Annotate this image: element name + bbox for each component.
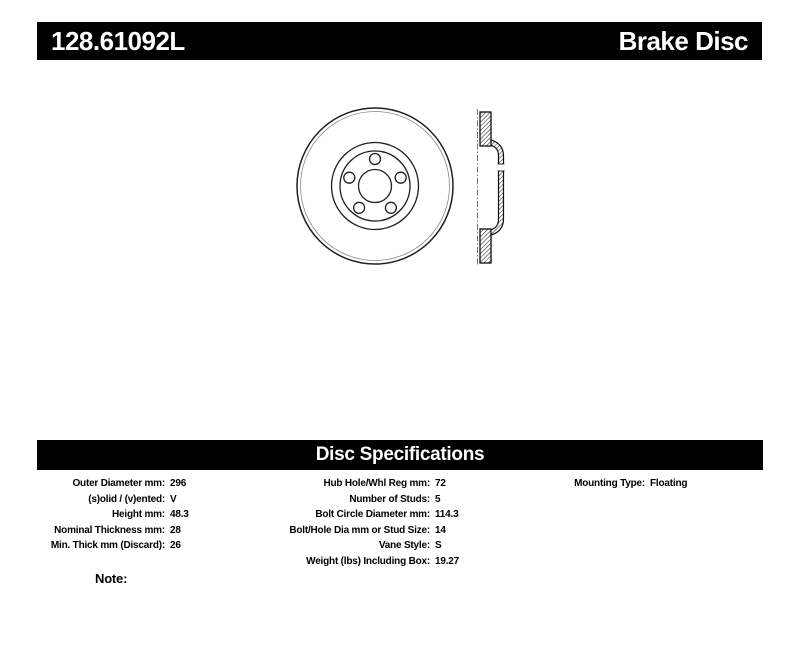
spec-row <box>280 507 459 523</box>
spec-value: 296 <box>170 478 187 490</box>
stud-holes <box>344 154 406 214</box>
spec-label: Bolt/Hole Dia mm or Stud Size: <box>289 524 430 536</box>
section-title: Disc Specifications <box>315 444 485 465</box>
spec-label: Nominal Thickness mm: <box>54 524 165 536</box>
spec-label: (s)olid / (v)ented: <box>88 493 165 505</box>
hub-hole <box>359 170 392 203</box>
spec-value: 48.3 <box>170 509 189 521</box>
product-title: Brake Disc <box>618 25 748 56</box>
spec-value: 114.3 <box>435 509 459 521</box>
spec-value: S <box>435 540 442 552</box>
part-number: 128.61092L <box>51 25 185 56</box>
spec-value: 26 <box>170 540 181 552</box>
wall-stud-hole <box>498 164 505 171</box>
spec-value: 19.27 <box>435 555 460 567</box>
friction-band-bottom <box>480 229 491 263</box>
hat-wall-hatch <box>489 142 501 233</box>
spec-label: Height mm: <box>111 509 165 521</box>
spec-label: Number of Studs: <box>349 493 430 505</box>
spec-label: Weight (lbs) Including Box: <box>306 555 430 567</box>
spec-row <box>37 507 189 523</box>
spec-row <box>37 492 189 508</box>
spec-row <box>280 492 459 508</box>
title-bar <box>37 22 762 60</box>
spec-column-right <box>520 476 687 492</box>
brake-disc-drawing <box>290 100 520 275</box>
spec-label: Bolt Circle Diameter mm: <box>315 509 430 521</box>
spec-label: Mounting Type: <box>574 478 645 490</box>
section-header-bar <box>37 440 763 470</box>
spec-value: 28 <box>170 524 181 536</box>
note-label: Note: <box>95 571 128 586</box>
spec-row <box>37 538 189 554</box>
spec-value: Floating <box>650 478 688 490</box>
spec-column-middle <box>280 476 459 569</box>
spec-value: 14 <box>435 524 446 536</box>
spec-row <box>520 476 687 492</box>
spec-label: Min. Thick mm (Discard): <box>50 540 165 552</box>
spec-value: 72 <box>435 478 446 490</box>
friction-band-top <box>480 112 491 146</box>
spec-column-left <box>37 476 189 554</box>
spec-row <box>37 476 189 492</box>
spec-value: 5 <box>435 493 441 505</box>
spec-label: Vane Style: <box>378 540 430 552</box>
spec-row <box>280 523 459 539</box>
spec-value: V <box>170 493 177 505</box>
spec-row <box>280 554 459 570</box>
spec-row <box>280 538 459 554</box>
brake-disc-front-view <box>297 108 453 264</box>
brake-disc-cross-section <box>478 109 505 266</box>
spec-row <box>37 523 189 539</box>
spec-label: Outer Diameter mm: <box>72 478 165 490</box>
spec-row <box>280 476 459 492</box>
spec-label: Hub Hole/Whl Reg mm: <box>323 478 430 490</box>
brake-disc-drawing-svg <box>290 100 520 275</box>
